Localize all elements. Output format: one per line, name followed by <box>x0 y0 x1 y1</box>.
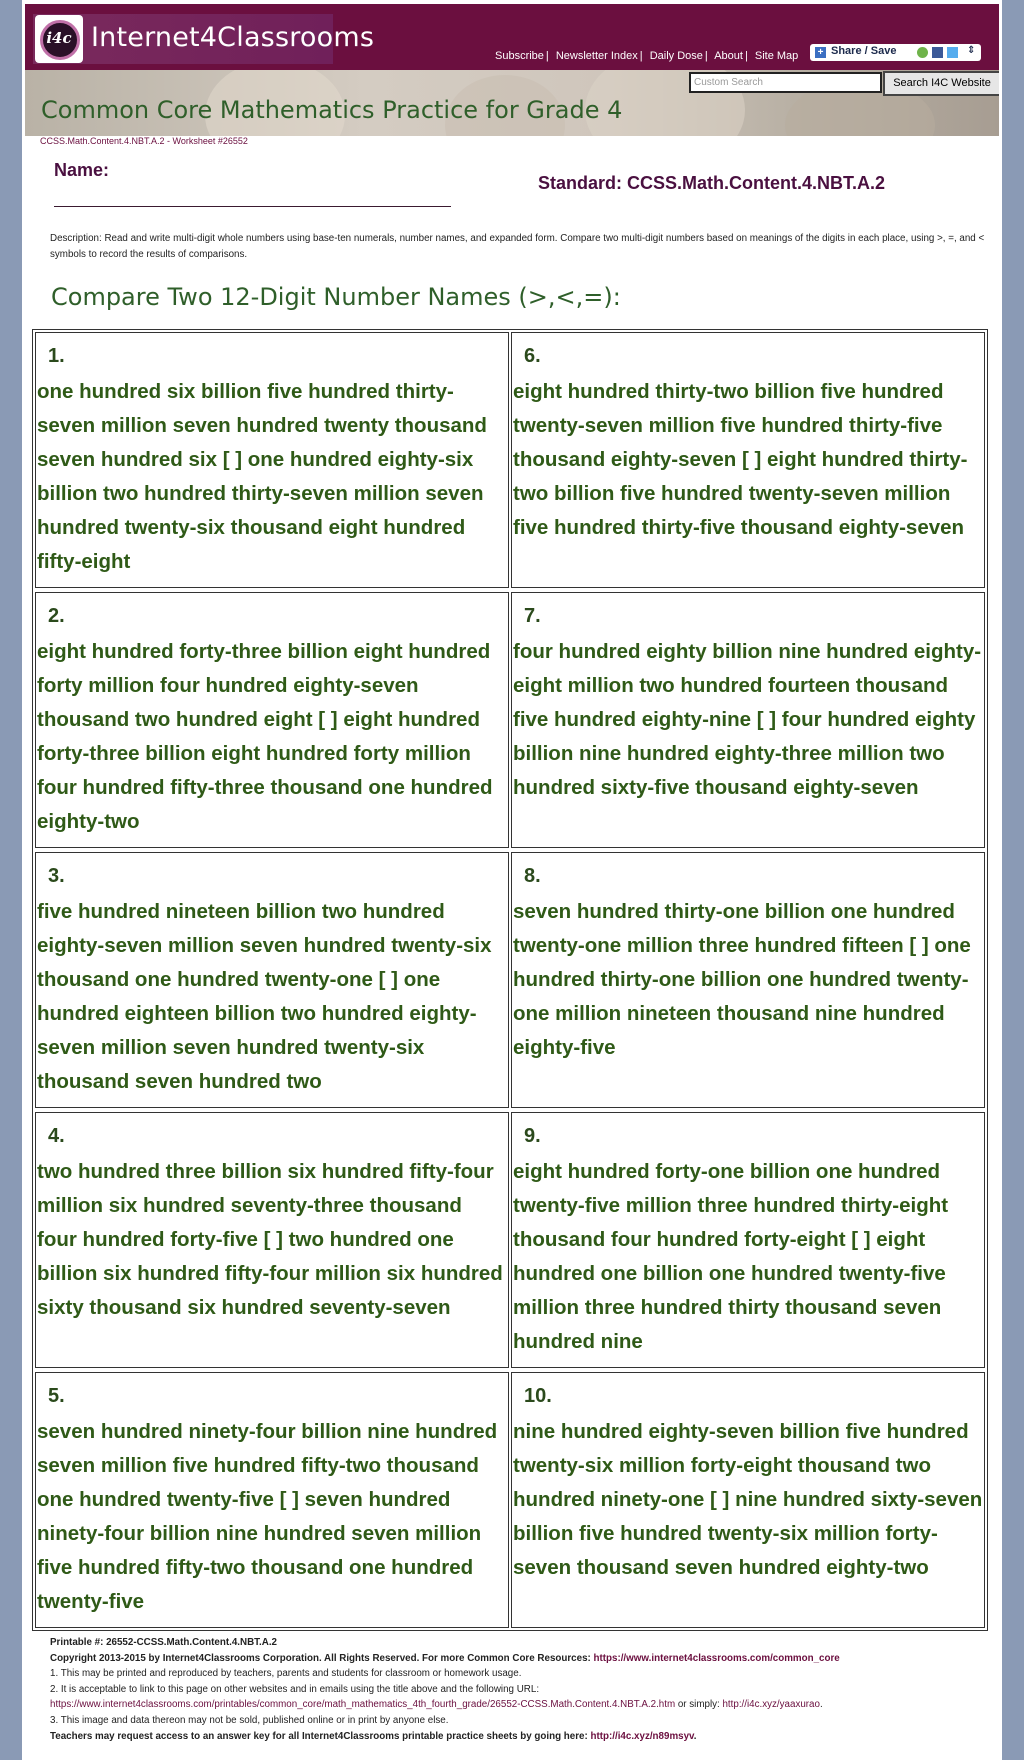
problem-number: 4. <box>48 1125 65 1147</box>
share-save-button[interactable] <box>810 44 981 61</box>
url-end: . <box>819 1699 823 1711</box>
nav-about[interactable]: About <box>714 50 743 62</box>
logo-text: Internet4Classrooms <box>91 22 375 53</box>
title-banner <box>25 70 999 136</box>
footer <box>50 1635 990 1744</box>
problem-cell <box>35 1112 509 1368</box>
answer-key-end: . <box>693 1730 697 1742</box>
problem-number: 3. <box>48 865 65 887</box>
problem-number: 9. <box>524 1125 541 1147</box>
nav-newsletter-index[interactable]: Newsletter Index <box>555 50 638 62</box>
nav-subscribe[interactable]: Subscribe <box>495 50 544 62</box>
problem-cell <box>35 852 509 1108</box>
problem-text: eight hundred thirty-two billion five hundred twenty-seven million five hundred thirty-five thousand eighty-seven [ ] eight hundred thirty-two billion five hundred twenty-seven million five hundred thirty-five thousand eighty-seven <box>513 380 968 539</box>
problem-text: seven hundred thirty-one billion one hundred twenty-one million three hundred fifteen [ ] one hundred thirty-one billion one hundred twenty-one million nineteen thousand nine hundred eighty-five <box>513 900 971 1059</box>
problem-number: 2. <box>48 605 65 627</box>
short-url-link[interactable]: http://i4c.xyz/yaaxurao <box>722 1699 820 1711</box>
problem-cell <box>511 852 985 1108</box>
problem-cell <box>511 1112 985 1368</box>
usage-line-2: 2. It is acceptable to link to this page on other websites and in emails using the title above and the following URL: <box>50 1683 540 1695</box>
problem-number: 1. <box>48 345 65 367</box>
printable-number: Printable #: 26552-CCSS.Math.Content.4.NBT.A.2 <box>50 1637 278 1648</box>
answer-key-link[interactable]: http://i4c.xyz/n89msyv <box>590 1730 694 1742</box>
name-line <box>54 206 451 207</box>
answer-key-line <box>50 1729 990 1745</box>
problem-number: 5. <box>48 1385 65 1407</box>
standard-label: Standard: CCSS.Math.Content.4.NBT.A.2 <box>538 173 886 193</box>
problem-cell <box>511 592 985 848</box>
problem-text: five hundred nineteen billion two hundred eighty-seven million seven hundred twenty-six thousand one hundred twenty-one [ ] one hundred eighteen billion two hundred eighty-seven million seven hundred twenty-six thousand seven hundred two <box>37 900 492 1093</box>
problem-cell <box>35 592 509 848</box>
search-button[interactable]: Search I4C Website <box>883 71 999 96</box>
problem-text: one hundred six billion five hundred thirty-seven million seven hundred twenty thousand seven hundred six [ ] one hundred eighty-six billion two hundred thirty-seven million seven hundred twenty-six thousand eight hundred fifty-eight <box>37 380 487 573</box>
worksheet-title: Compare Two 12-Digit Number Names (>,<,=): <box>51 283 621 311</box>
answer-key-text: Teachers may request access to an answer key for all Internet4Classrooms printable practice sheets by going here: <box>50 1730 591 1742</box>
problem-number: 6. <box>524 345 541 367</box>
logo-mark <box>35 15 83 63</box>
nav-daily-dose[interactable]: Daily Dose <box>649 50 703 62</box>
breadcrumb: CCSS.Math.Content.4.NBT.A.2 - Worksheet #26552 <box>40 136 248 146</box>
problem-text: eight hundred forty-one billion one hundred twenty-five million three hundred thirty-eight thousand four hundred forty-eight [ ] eight hundred one billion one hundred twenty-five million three hundred thirty thousand seven hundred nine <box>513 1160 949 1353</box>
problem-text: seven hundred ninety-four billion nine hundred seven million five hundred fifty-two thousand one hundred twenty-five [ ] seven hundred ninety-four billion nine hundred seven million five hundred fifty-two thousand one hundred twenty-five <box>37 1420 498 1613</box>
logo-mark-text: i4c <box>46 29 72 47</box>
problem-text: eight hundred forty-three billion eight hundred forty million four hundred eighty-seven thousand two hundred eight [ ] eight hundred forty-three billion eight hundred forty million four hundred fifty-three thousand one hundred eighty-two <box>37 640 493 833</box>
search-input[interactable]: Custom Search <box>689 72 882 93</box>
name-label: Name: <box>54 160 110 180</box>
url-or-text: or simply: <box>675 1699 723 1711</box>
facebook-icon <box>932 47 943 58</box>
problem-grid <box>32 329 988 1631</box>
copyright-line <box>50 1651 990 1667</box>
problem-number: 7. <box>524 605 541 627</box>
chevron-down-icon: ⇕ <box>967 45 976 56</box>
email-icon <box>917 47 928 58</box>
common-core-link[interactable]: https://www.internet4classrooms.com/common_core <box>593 1652 840 1664</box>
twitter-icon <box>947 47 958 58</box>
problem-cell <box>511 1372 985 1628</box>
problem-text: two hundred three billion six hundred fifty-four million six hundred seventy-three thousand four hundred forty-five [ ] two hundred one billion six hundred fifty-four million six hundred sixty thousand six hundred seventy-seven <box>37 1160 503 1319</box>
problem-text: four hundred eighty billion nine hundred eighty-eight million two hundred fourteen thousand five hundred eighty-nine [ ] four hundred eighty billion nine hundred eighty-three million two hundred sixty-five thousand eighty-seven <box>513 640 982 799</box>
problem-cell <box>35 1372 509 1628</box>
share-label: Share / Save <box>831 45 897 57</box>
problem-number: 8. <box>524 865 541 887</box>
nav-site-map[interactable]: Site Map <box>754 50 799 62</box>
description: Description: Read and write multi-digit whole numbers using base-ten numerals, number names, and expanded form. Compare two multi-digit numbers based on meanings of the digits in each place, using >, =, and < symbols to record the results of comparisons. <box>50 233 985 260</box>
copyright-text: Copyright 2013-2015 by Internet4Classrooms Corporation. All Rights Reserved. For more Common Core Resources: <box>50 1652 594 1664</box>
share-plus-icon: + <box>815 47 826 58</box>
page <box>22 0 1002 1760</box>
url-line <box>50 1697 990 1713</box>
problem-text: nine hundred eighty-seven billion five hundred twenty-six million forty-eight thousand two hundred ninety-one [ ] nine hundred sixty-seven billion five hundred twenty-six million forty-seven thousand seven hundred eighty-two <box>513 1420 983 1579</box>
usage-line-3: 3. This image and data thereon may not be sold, published online or in print by anyone else. <box>50 1714 449 1726</box>
problem-cell <box>35 332 509 588</box>
site-header <box>25 4 999 70</box>
usage-line-1: 1. This may be printed and reproduced by teachers, parents and students for classroom or homework usage. <box>50 1668 522 1680</box>
top-navigation: Subscribe | Newsletter Index | Daily Dose | About | Site Map <box>495 50 799 62</box>
page-url-link[interactable]: https://www.internet4classrooms.com/printables/common_core/math_mathematics_4th_fourth_grade/26552-CCSS.Math.Content.4.NBT.A.2.htm <box>50 1699 676 1711</box>
problem-number: 10. <box>524 1385 552 1407</box>
page-title: Common Core Mathematics Practice for Grade 4 <box>41 96 623 124</box>
problem-cell <box>511 332 985 588</box>
site-logo[interactable] <box>33 14 375 64</box>
